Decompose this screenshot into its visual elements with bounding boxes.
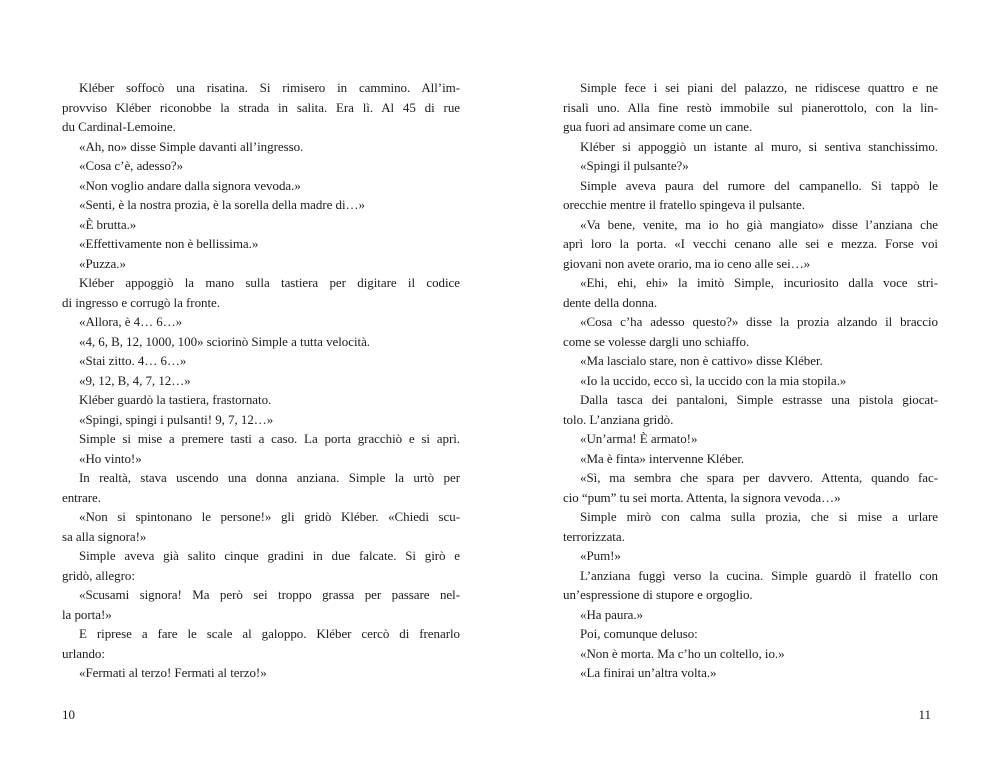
text-line: du Cardinal-Lemoine.	[62, 119, 176, 134]
text-line: giovani non avete orario, ma io ceno alle sei…»	[563, 255, 811, 271]
text-line: Simple aveva paura del rumore del campanello. Si tappò le	[580, 177, 938, 193]
text-line: «Non è morta. Ma c’ho un coltello, io.»	[580, 645, 785, 661]
text-line: aprì loro la porta. «I vecchi cenano alle sei e mezza. Forse voi	[563, 236, 938, 251]
text-line: «Sì, ma sembra che spara per davvero. Attenta, quando fac-	[580, 470, 938, 485]
text-line: la porta!»	[62, 606, 112, 622]
text-line: «Pum!»	[580, 548, 621, 563]
text-line: «Ehi, ehi, ehi» la imitò Simple, incuriosito dalla voce stri-	[580, 275, 938, 290]
text-line: In realtà, stava uscendo una donna anziana. Simple la urtò per	[79, 470, 460, 485]
text-line: Simple fece i sei piani del palazzo, ne ridiscese quattro e ne	[580, 80, 938, 95]
text-line: «Non si spintonano le persone!» gli gridò Kléber. «Chiedi scu-	[79, 509, 460, 524]
text-line: «4, 6, B, 12, 1000, 100» sciorinò Simple a tutta velocità.	[79, 333, 371, 349]
text-line: gua fuori ad ansimare come un cane.	[563, 119, 753, 134]
text-line: cio “pum” tu sei morta. Attenta, la signora vevoda…»	[563, 489, 841, 505]
text-line: «Va bene, venite, ma io ho già mangiato» disse l’anziana che	[580, 216, 938, 232]
text-line: «9, 12, B, 4, 7, 12…»	[79, 372, 191, 388]
text-line: Simple aveva già salito cinque gradini in due falcate. Si girò e	[79, 548, 460, 563]
text-line: «Cosa c’è, adesso?»	[79, 158, 184, 173]
right-page-text-column	[563, 78, 938, 683]
text-line: come se volesse dargli uno schiaffo.	[563, 333, 750, 349]
text-line: tolo. L’anziana gridò.	[563, 411, 674, 427]
text-line: risalì uno. Alla fine restò immobile sul pianerottolo, con la lin-	[563, 99, 938, 115]
text-line: «Spingi il pulsante?»	[580, 158, 689, 173]
left-page-number: 10	[62, 707, 75, 722]
text-line: «Cosa c’ha adesso questo?» disse la prozia alzando il braccio	[580, 314, 938, 329]
text-line: orecchie mentre il fratello spingeva il pulsante.	[563, 197, 805, 212]
text-line: Kléber guardò la tastiera, frastornato.	[79, 392, 272, 407]
text-line: Kléber appoggiò la mano sulla tastiera per digitare il codice	[79, 275, 460, 290]
text-line: L’anziana fuggì verso la cucina. Simple guardò il fratello con	[580, 567, 938, 583]
text-line: urlando:	[62, 645, 105, 661]
text-line: di ingresso e corrugò la fronte.	[62, 294, 220, 310]
text-line: Dalla tasca dei pantaloni, Simple estrasse una pistola giocat-	[580, 392, 938, 407]
text-line: entrare.	[62, 489, 101, 505]
text-line: Poi, comunque deluso:	[580, 626, 698, 641]
text-line: «Ma lascialo stare, non è cattivo» disse Kléber.	[580, 353, 823, 368]
text-line: gridò, allegro:	[62, 567, 135, 583]
text-line: «Senti, è la nostra prozia, è la sorella della madre di…»	[79, 197, 365, 212]
text-line: «Non voglio andare dalla signora vevoda.»	[79, 177, 301, 193]
text-line: «Ma è finta» intervenne Kléber.	[580, 450, 745, 466]
text-line: «È brutta.»	[79, 216, 137, 232]
text-line: «Ah, no» disse Simple davanti all’ingresso.	[79, 138, 304, 154]
text-line: «Spingi, spingi i pulsanti! 9, 7, 12…»	[79, 411, 274, 427]
text-line: Kléber si appoggiò un istante al muro, si sentiva stanchissimo.	[580, 138, 938, 154]
text-line: sa alla signora!»	[62, 528, 147, 544]
left-page-text-column	[62, 78, 460, 683]
text-line: «Effettivamente non è bellissima.»	[79, 236, 259, 251]
text-line: «Un’arma! È armato!»	[580, 431, 698, 446]
text-line: «Stai zitto. 4… 6…»	[79, 353, 187, 368]
text-line: terrorizzata.	[563, 528, 625, 544]
text-line: Kléber soffocò una risatina. Si rimisero in cammino. All’im-	[79, 80, 460, 95]
text-line: «Io la uccido, ecco sì, la uccido con la mia stopila.»	[580, 372, 847, 388]
text-line: Simple mirò con calma sulla prozia, che si mise a urlare	[580, 509, 938, 524]
text-line: «Fermati al terzo! Fermati al terzo!»	[79, 665, 267, 680]
text-line: Simple si mise a premere tasti a caso. La porta gracchiò e si aprì.	[79, 431, 460, 446]
text-line: dente della donna.	[563, 294, 658, 310]
text-line: E riprese a fare le scale al galoppo. Kléber cercò di frenarlo	[79, 626, 460, 641]
text-line: provviso Kléber riconobbe la strada in salita. Era lì. Al 45 di rue	[62, 99, 460, 115]
text-line: «Puzza.»	[79, 255, 126, 271]
text-line: «La finirai un’altra volta.»	[580, 665, 717, 680]
text-line: «Ha paura.»	[580, 606, 643, 622]
right-page-number: 11	[918, 707, 931, 722]
text-line: un’espressione di stupore e orgoglio.	[563, 587, 753, 602]
text-line: «Scusami signora! Ma però sei troppo grassa per passare nel-	[79, 587, 460, 602]
text-line: «Allora, è 4… 6…»	[79, 314, 183, 329]
text-line: «Ho vinto!»	[79, 450, 142, 466]
